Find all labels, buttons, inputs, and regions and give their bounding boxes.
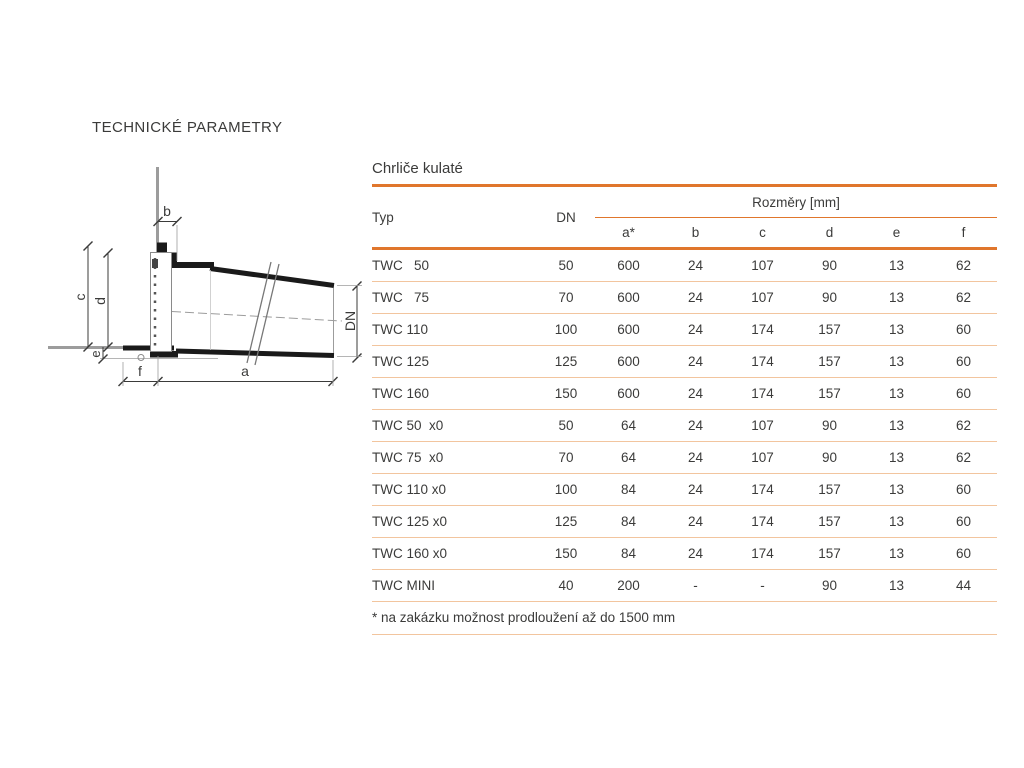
cell-dim: 60: [930, 378, 997, 410]
table-row: [372, 249, 997, 282]
cell-dim: 24: [662, 314, 729, 346]
screw-detail: [138, 355, 144, 361]
col-header-typ: Typ: [372, 186, 537, 249]
cell-typ: TWC 110: [372, 314, 537, 346]
pipe-bottom-edge: [176, 351, 334, 356]
col-header-dim-d: d: [796, 218, 863, 249]
cell-dim: 24: [662, 249, 729, 282]
cell-dn: 150: [537, 378, 595, 410]
col-header-dim-c: c: [729, 218, 796, 249]
cell-dim: 24: [662, 282, 729, 314]
table-row: [372, 314, 997, 346]
table-header: [372, 186, 997, 249]
dim-label-e: e: [88, 350, 103, 358]
dimensions: [84, 217, 363, 386]
table-row: [372, 410, 997, 442]
cell-dim: 157: [796, 346, 863, 378]
cell-dim: 107: [729, 410, 796, 442]
dim-label-dn: DN: [342, 310, 358, 332]
table-row: [372, 282, 997, 314]
cell-dim: 157: [796, 474, 863, 506]
table-row: [372, 346, 997, 378]
cell-dim: 174: [729, 538, 796, 570]
cell-dim: 62: [930, 249, 997, 282]
table-row: [372, 378, 997, 410]
cell-typ: TWC 50 x0: [372, 410, 537, 442]
cell-dim: 13: [863, 249, 930, 282]
cell-dim: 84: [595, 506, 662, 538]
cell-dim: 600: [595, 346, 662, 378]
col-group-header: Rozměry [mm]: [595, 186, 997, 218]
cell-dim: 62: [930, 410, 997, 442]
cell-typ: TWC MINI: [372, 570, 537, 602]
cell-dn: 70: [537, 442, 595, 474]
cell-dim: 60: [930, 314, 997, 346]
cell-dim: 200: [595, 570, 662, 602]
table-body: [372, 249, 997, 602]
cell-dim: 24: [662, 442, 729, 474]
pipe-top-edge: [210, 269, 334, 286]
cell-typ: TWC 110 x0: [372, 474, 537, 506]
cell-dim: 90: [796, 570, 863, 602]
cell-dim: 90: [796, 249, 863, 282]
technical-drawing: [40, 150, 370, 400]
cell-dim: 24: [662, 538, 729, 570]
cell-dim: 174: [729, 506, 796, 538]
cell-dim: 157: [796, 314, 863, 346]
cell-dim: 60: [930, 474, 997, 506]
spec-table: [372, 184, 997, 635]
cell-dim: 107: [729, 442, 796, 474]
cell-dim: 13: [863, 474, 930, 506]
cell-typ: TWC 75 x0: [372, 442, 537, 474]
cell-dn: 125: [537, 346, 595, 378]
flange-plate-detail: [152, 259, 158, 268]
pipe-top-collar: [172, 262, 214, 268]
cell-dim: 90: [796, 410, 863, 442]
cell-dim: 64: [595, 410, 662, 442]
cell-dim: 174: [729, 474, 796, 506]
cell-dim: 157: [796, 378, 863, 410]
cell-dim: 13: [863, 442, 930, 474]
col-header-dim-b: b: [662, 218, 729, 249]
cell-dim: 90: [796, 282, 863, 314]
table-row: [372, 474, 997, 506]
dim-ticks: [84, 217, 362, 386]
cell-dim: 13: [863, 346, 930, 378]
col-header-dn: DN: [537, 186, 595, 249]
cell-dim: 600: [595, 378, 662, 410]
table-title: Chrliče kulaté: [372, 160, 463, 177]
cell-typ: TWC 125 x0: [372, 506, 537, 538]
table-row: [372, 506, 997, 538]
cell-dim: 157: [796, 506, 863, 538]
cell-dim: 13: [863, 506, 930, 538]
col-header-dim-e: e: [863, 218, 930, 249]
cell-dim: 24: [662, 506, 729, 538]
cell-dim: 90: [796, 442, 863, 474]
cell-dim: 13: [863, 378, 930, 410]
table-row: [372, 442, 997, 474]
cell-dim: 62: [930, 442, 997, 474]
cell-dn: 150: [537, 538, 595, 570]
cell-dim: 84: [595, 474, 662, 506]
cell-dim: 107: [729, 282, 796, 314]
cell-dn: 50: [537, 410, 595, 442]
cell-dn: 70: [537, 282, 595, 314]
flange-plate: [151, 253, 172, 352]
footnote: * na zakázku možnost prodloužení až do 1500 mm: [372, 602, 997, 635]
cell-dn: 125: [537, 506, 595, 538]
cell-typ: TWC 160: [372, 378, 537, 410]
col-header-dim-a: a*: [595, 218, 662, 249]
dim-label-b: b: [163, 203, 171, 219]
col-header-dim-f: f: [930, 218, 997, 249]
cell-dim: 24: [662, 346, 729, 378]
cell-dim: 174: [729, 378, 796, 410]
table-row: [372, 538, 997, 570]
cell-dim: 24: [662, 378, 729, 410]
cell-dim: 174: [729, 346, 796, 378]
cell-typ: TWC 125: [372, 346, 537, 378]
cell-dim: 174: [729, 314, 796, 346]
cell-dim: 13: [863, 410, 930, 442]
cell-dim: 13: [863, 538, 930, 570]
page-title: TECHNICKÉ PARAMETRY: [92, 119, 283, 136]
dim-label-c: c: [72, 293, 88, 301]
cell-dim: 13: [863, 282, 930, 314]
cell-typ: TWC 50: [372, 249, 537, 282]
cell-dim: 24: [662, 410, 729, 442]
cell-dim: 13: [863, 314, 930, 346]
cell-dim: 62: [930, 282, 997, 314]
dim-label-a: a: [241, 363, 249, 379]
dim-label-d: d: [92, 297, 108, 305]
cell-typ: TWC 160 x0: [372, 538, 537, 570]
cell-dim: 600: [595, 249, 662, 282]
cell-dn: 40: [537, 570, 595, 602]
table-footer: [372, 602, 997, 635]
cell-dim: 13: [863, 570, 930, 602]
cell-dim: 60: [930, 506, 997, 538]
table-row: [372, 570, 997, 602]
cell-dn: 50: [537, 249, 595, 282]
cell-dim: 60: [930, 346, 997, 378]
cell-dim: 64: [595, 442, 662, 474]
cell-dim: 24: [662, 474, 729, 506]
dim-label-f: f: [138, 363, 142, 379]
cell-dn: 100: [537, 314, 595, 346]
cell-dim: 60: [930, 538, 997, 570]
cell-dim: 84: [595, 538, 662, 570]
cell-dim: 600: [595, 314, 662, 346]
cell-dim: 157: [796, 538, 863, 570]
cell-dim: -: [662, 570, 729, 602]
cell-dim: 107: [729, 249, 796, 282]
cell-dim: 600: [595, 282, 662, 314]
cell-dim: -: [729, 570, 796, 602]
spec-table-section: [372, 160, 997, 635]
cell-dn: 100: [537, 474, 595, 506]
cell-dim: 44: [930, 570, 997, 602]
cell-typ: TWC 75: [372, 282, 537, 314]
